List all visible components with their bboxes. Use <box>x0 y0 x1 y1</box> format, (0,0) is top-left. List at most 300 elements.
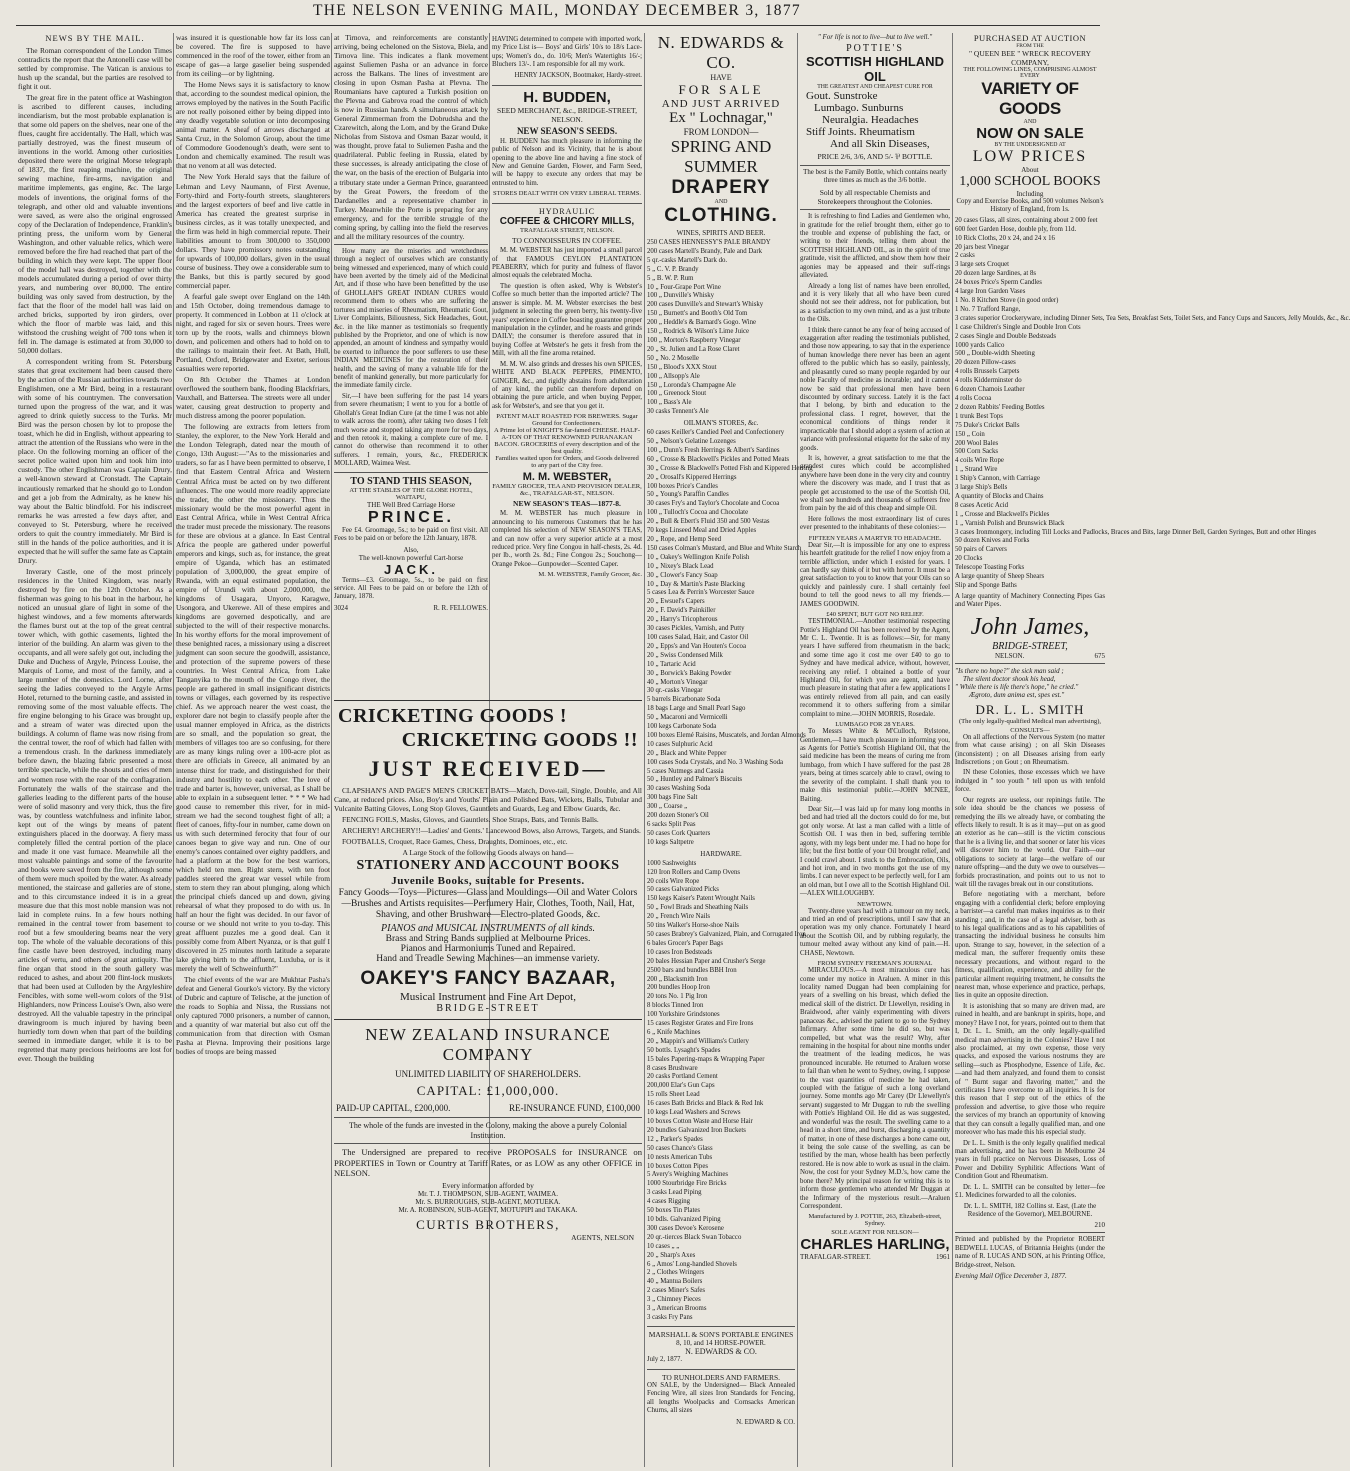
sole-agent: SOLE AGENT FOR NELSON— <box>831 1229 919 1237</box>
oilman-item: 10 „ Oakey's Wellington Knife Polish <box>647 553 750 561</box>
capital: CAPITAL: £1,000,000. <box>416 1082 560 1098</box>
following-lines: THE FOLLOWING LINES, COMPRISING ALMOST EVERY <box>963 67 1097 79</box>
horse-name: PRINCE. <box>368 508 454 526</box>
poem-line: "Is there no hope?" the sick man said ; <box>955 666 1064 675</box>
ad-number: 1961 <box>936 1253 950 1262</box>
column-rule <box>331 33 332 1467</box>
sub-agent: Mr. A. ROBINSON, SUB-AGENT, MOTUPIPI and TAKAKA. <box>398 1205 578 1214</box>
harling-row <box>800 1253 950 1261</box>
oilman-item: 10 „ Day & Martin's Paste Blacking <box>647 580 745 588</box>
edwards-has: HAVE <box>710 73 732 82</box>
copy-books: Copy and Exercise Books, and 500 volumes Nelson's History of England, from 1s. <box>956 198 1104 214</box>
auction-item: 4 rolls Cocoa <box>955 394 992 402</box>
oakey-address: BRIDGE-STREET <box>436 1002 540 1014</box>
oilman-item: 30 cases Washing Soda <box>647 785 711 793</box>
oilman-item: 30 cases Pickles, Varnish, and Putty <box>647 625 745 633</box>
stallion-advert <box>334 472 488 615</box>
signature: R. R. FELLOWES. <box>433 603 488 612</box>
auction-item: 4 rolls Brussels Carpets <box>955 368 1020 376</box>
oilman-heading: OILMAN'S STORES, &c. <box>683 419 759 428</box>
imprint-date: Evening Mail Office December 3, 1877. <box>955 1272 1067 1281</box>
auction-item: 1 case Children's Single and Double Iron Cots <box>955 323 1081 331</box>
auction-item: 150 „ Coin <box>955 430 985 438</box>
dr-smith-sub: (The only legally-qualified Medical man advertising), <box>958 717 1102 725</box>
oilman-item: 100 cases Salad, Hair, and Castor Oil <box>647 633 749 641</box>
fancy-goods: Fancy Goods—Toys—Pictures—Glass and Mouldings—Oil and Water Colors—Brushes and Artists requisites—Perfumery Hair, Clothes, Tooth, Nail, Hat, Shaving, and other Brushware—Electro-plated Goods, &c. <box>338 888 638 921</box>
sub-agent: Mr. S. BURROUGHS, SUB-AGENT, MOTUEKA. <box>415 1197 561 1206</box>
patent-malt: PATENT MALT ROASTED FOR BREWERS. Sugar Ground for Confectioners. <box>496 413 638 428</box>
sold-by: Sold by all respectable Chemists and Storekeepers throughout the Colonies. <box>817 187 933 206</box>
oilman-item: 50 „ Young's Paraffin Candles <box>647 491 729 499</box>
hardware-item: 50 „ Fowl Brads and Sheathing Nails <box>647 904 749 912</box>
auction-item: 20 dozen large Sardines, at 8s <box>955 270 1037 278</box>
oilman-item: 100 boxes Price's Candles <box>647 482 718 490</box>
auction-item: 20 cases Glass, all sizes, containing about 2 000 feet <box>955 216 1098 224</box>
wine-item: 20 „ St. Julien and La Rose Claret <box>647 345 740 353</box>
oilman-item: 200 dozen Stoner's Oil <box>647 812 709 820</box>
poem-line: Ægroto, dum anima est, spes est." <box>969 690 1065 699</box>
oilman-item: 300 bags Fine Salt <box>647 794 698 802</box>
wine-item: 30 casks Tennent's Ale <box>647 408 709 416</box>
smith-paragraph: Before negotiating with a merchant, before engaging with a confidential clerk; before employing a barrister—a careful man makes inquiries as to their standing ; and, in the case of a legal adviser, both as to his legal qualifications and as to his capabilities of transacting the individual business he consults him upon. Strange to say, however, in the selection of a medical man, the sufferer frequently omits these necessary precautions, and without regard to the fitness, qualification, experience, and ability for the particular ailment requiring treatment, he consults the nearest man, whose experience and practice, perhaps, lies in quite an opposite direction. <box>955 891 1105 1000</box>
news-paragraph: A correspondent writing from St. Petersburg states that great excitement had been caused there by the action of the Russian authorities towards two Englishmen, one a Mr Bird, being in a restaurant with some of his countrymen. The conversation turned upon the progress of the war, and it was agreed to drink quietly success to the Turks. Mr Bird was the person chosen by lot to propose the toast, which he did in English, without appearing to attract the attention of the Russians who were in the place. On the following morning an officer of the secret police waited upon him and took him into custody. The other Englishman was Captain Drury, a well-known steward at Cronstadt. The Captain incautiously remarked that he should go to London and get a job from the Admiralty, as he knew his way about the Baltic blindfold. For his indiscreet remarks he was arrested a few days after, and conveyed to St. Petersburg, where he received orders to quit the country immediately. Mr Bird is still in the hands of the police authorities, and it is expected that he will suffer the same fate as Captain Drury. <box>18 357 172 565</box>
ghollah-advert: How many are the miseries and wretchedness through a neglect of ourselves which are constantly being witnessed and experienced, many of which could have been averted by the timely aid of the Medicinal Art, and if those who have been benefitted by the use of GHOLLAH'S GREAT INDIAN CURES would recommend them to others who are suffering the tortures and miseries of Rheumatism, Rheumatic Gout, Liver Complaints, Biliousness, Sick Headaches, Gout, &c. in the like manner as testimonials so frequently published by the Proprietor, and one of which is now appended, an amount of kindness and sympathy would be exerted to influence the poor sufferers to use these INDIAN MEDICINES for the restoration of their health, and the saving of many a valuable life for the benefit of mankind generally, but more particularly for the immediate family circle. <box>334 247 488 390</box>
column-news-by-mail <box>18 33 172 1467</box>
just-arrived: AND JUST ARRIVED <box>661 98 781 110</box>
testimonial-heading: FROM SYDNEY FREEMAN'S JOURNAL <box>817 960 933 968</box>
news-paragraph: The great fire in the patent office at Washington is ascribed to different causes, including incendiarism, but the most probable explanation is that some old papers on the shelves, near one of the flues, caught fire accidentally. The Hall, which was partially destroyed, was the finest museum of inventions in the world. Among other curiosities deposited there were the original Morse telegraph of 1837, the first reaping machine, the original sewing machine, fire-arms, navigation and maritime implements, gas engine, &c. The large models of inventions, the original forms of the telegraph, and other old and valuable inventions were saved, as were also the original engrossed copy of the Declaration of Independence, Franklin's printing press, the uniform worn by General Washington, and other valuable relics, which were removed before the fire had reached that part of the building in which they were kept. The upper floor of the model hall was destroyed, together with the models accumulated during a period of over thirty years, and numbering over 80,000. The entire building was only saved from destruction, by the fact that the floor of the model hall was laid on arched bricks, supported by iron girders, over which the floor of marble was laid, and this withstood the crushing weight of 700 tons when it fell in. The damage is estimated at from 30,000 to 50,000 dollars. <box>18 93 172 356</box>
auction-item: 20 jars best Vinegar <box>955 243 1010 251</box>
dr-smith: DR. L. L. SMITH <box>975 701 1085 717</box>
auction-item: 20 dozen Pillow-cases <box>955 359 1016 367</box>
hardware-item: 15 bales Papering-maps & Wrapping Paper <box>647 1055 765 1063</box>
auction-item: 3 crates superior Crockeryware, including Dinner Sets, Tea Sets, Breakfast Sets, Toilet Sets, and Fancy Cups and Saucers, Jelly Moulds, &c., &c. <box>955 314 1350 322</box>
budden-advert <box>492 85 642 201</box>
hardware-item: 3 „ Chimney Pieces <box>647 1296 701 1304</box>
smith-paragraph: Our regrets are useless, our repinings futile. The sole idea should be the chances we possess of remedying the ills we already have, or combating the effects likely to result. It is as it may—put on as good an exterior as he can—still is the victim conscious that he is a living lie, and that sooner or later his vices will discover him to the world. Our Faith—our obligations to society at large—the welfare of our nature offspring—and the duty we owe to ourselves—forbids procrastination, and points out to us not to wait till the ravages break out in our constitutions. <box>955 796 1105 888</box>
hardware-item: 20 tons No. 1 Pig Iron <box>647 993 708 1001</box>
hardware-item: 6 „ Amos' Long-handled Shovels <box>647 1260 737 1268</box>
oilman-item: 60 „ Crosse & Blackwell's Pickles and Potted Meats <box>647 455 790 463</box>
auction-item: Slip and Sponge Baths <box>955 582 1017 589</box>
wine-item: 5 „ C. V. P. Brandy <box>647 265 699 273</box>
webster-subtitle: FAMILY GROCER, TEA AND PROVISION DEALER, &c., TRAFALGAR-ST., NELSON. <box>492 483 642 498</box>
auction-item: 1 „ Crosse and Blackwell's Pickles <box>955 510 1050 518</box>
testimonial: TESTIMONIAL.—Another testimonial respecting Pottie's Highland Oil has been received by the Agent, Mr C. L. Twentie. It is as follows:—Sir, for many years I have suffered from rheumatism in the back; and some time ago it cost me over £40 to go to Sydney and have medical advice, without, however, receiving any relief. I obtained a bottle of your Highland Oil, for which you are agent, and have much pleasure in stating that after a few applications I was entirely relieved from all pain, and can easily recommend it to others suffering from a similar complaint to mine.—JOHN MORRIS, Rosedale. <box>800 618 950 718</box>
hardware-item: 1000 Stourbridge Fire Bricks <box>647 1180 727 1188</box>
curtis-title: CURTIS BROTHERS, <box>416 1216 560 1232</box>
hardware-item: 50 tins Walker's Horse-shoe Nails <box>647 922 739 930</box>
ship-name: Ex " Lochnagar," <box>669 110 773 126</box>
hardware-item: 10 boxes Cotton Waste and Horse Hair <box>647 1118 753 1125</box>
news-paragraph: The Home News says it is satisfactory to know that, according to the soundest medical opinion, the arrows employed by the natives in the South Pacific are not really poisoned either by being dipped into any deadly vegetable solution or into decomposing animal matter. A sheaf of arrows discharged at Santa Cruz, in the Solomon Group, about the time of Commodore Goodenough's death, were sent to London and chemically examined. The result was that no venom at all was detected. <box>176 80 330 171</box>
oilman-item: 100 „ Dunn's Fresh Herrings & Albert's Sardines <box>647 446 780 454</box>
now-on-sale: NOW ON SALE <box>976 125 1084 142</box>
families: Families waited upon for Orders, and Goods delivered to any part of the City free. <box>495 455 639 470</box>
column-pottie-oil <box>800 33 950 1467</box>
variety-headline: VARIETY OF GOODS <box>981 79 1079 118</box>
family-bottle: The best is the Family Bottle, which contains nearly three times as much as the 3/6 bottle. <box>803 169 947 185</box>
wines-list <box>647 239 795 417</box>
hardware-item: 20 coils Wire Rope <box>647 877 700 885</box>
column-rule <box>797 33 798 1467</box>
hardware-item: 40 „ Mantua Boilers <box>647 1278 703 1286</box>
auction-item: 10 Rick Cloths, 20 x 24, and 24 x 16 <box>955 234 1055 242</box>
wine-item: 150 „ Rodrick & Wilson's Lime Juice <box>647 328 750 336</box>
wine-item: 5 „ B. W. P. Rum <box>647 274 694 282</box>
hardware-item: 120 Iron Rollers and Camp Ovens <box>647 868 741 876</box>
horse-name: JACK. <box>383 561 438 577</box>
hardware-item: 200,000 Elar's Gun Caps <box>647 1082 715 1090</box>
auction-item: 1 trunk Best Tops <box>955 412 1003 420</box>
connoisseurs-heading: TO CONNOISSEURS IN COFFEE. <box>512 236 622 246</box>
hardware-list <box>647 859 806 1323</box>
oilman-item: 30 „ Borwick's Baking Powder <box>647 669 732 677</box>
teas-text: M. M. WEBSTER has much pleasure in announcing to his numerous Customers that he has completed his selection of NEW SEASON'S TEAS, and can now offer a very superior article at a most reduced price. Very fine Congou in half-chests, 2s. 4d. per lb., worth 2s. 8d.; Fine Congou 2s.; Souchong—Orange Pekoe—Gunpowder—Scented Caper. <box>492 510 642 568</box>
juvenile-heading: Juvenile Books, suitable for Presents. <box>391 875 585 888</box>
wine-item: 200 „ Heddle's & Barnard's Gogo. Wine <box>647 319 757 327</box>
auction-item: 1 No. 7 Trafford Range, <box>955 305 1021 313</box>
pianos-tuned: Pianos and Harmoniums Tuned and Repaired. <box>400 943 576 954</box>
oilman-item: 10 „ Tartaric Acid <box>647 660 696 668</box>
column-rule <box>173 33 174 1467</box>
hardware-item: 50 cases Brabrey's Galvanized, Plain, and Corrugated Iron <box>647 930 806 938</box>
hardware-item: 20 bales Hessian Paper and Crusher's Serge <box>647 957 766 965</box>
wine-item: 250 CASES HENNESSY'S PALE BRANDY <box>647 239 771 246</box>
wine-item: 150 „ Burnett's and Booth's Old Tom <box>647 310 748 318</box>
curtis-subtitle: AGENTS, NELSON <box>571 1232 634 1242</box>
news-paragraph: On 8th October the Thames at London overflowed the southern bank, flooding Blackfriars, Vauxhall, and Battersea. The streets were all under water, causing great destruction to property and much distress among the poorer population. <box>176 375 330 421</box>
wine-item: 100 „ Bass's Ale <box>647 399 692 407</box>
webster-text: M. M. WEBSTER has just imported a small parcel of that FAMOUS CEYLON PLANTATION PEABERRY, which for purity and fulness of flavor almost equals the celebrated Mocha. <box>492 247 642 280</box>
hardware-item: 20 „ French Wire Nails <box>647 913 711 921</box>
testimonial-heading: NEWTOWN. <box>857 900 893 908</box>
hardware-item: 3 casks Lead Piping <box>647 1189 702 1197</box>
ailment: Lumbago. Sunburns <box>814 102 904 114</box>
news-paragraph: A fearful gale swept over England on the 14th and 15th October, doing tremendous damage to property. It commenced in Lobbon at 11 o'clock at night, and raged for six or seven hours. Trees were torn up by the roots, walls and chimneys blown down, and policemen and others had to hold on to the railings to maintain their feet. At Bath, Hull, Portland, Oxford, Bridgewater and Exeter, serious casualties were reported. <box>176 291 330 374</box>
auction-item: 500 „ Double-width Sheeting <box>955 350 1035 358</box>
auction-item: 3 large sets Croquet <box>955 261 1010 269</box>
hardware-item: 50 boxes Tin Plates <box>647 1207 701 1215</box>
hardware-item: 20 bundles Galvanized Iron Buckets <box>647 1126 746 1134</box>
and-label: AND <box>1023 119 1037 125</box>
hardware-item: 200 bundles Hoop Iron <box>647 984 710 992</box>
oilman-list <box>647 429 813 848</box>
boots-text: HAVING determined to compete with imported work, my Price List is— Boys' and Girls' 10/s to 18/s Lace-ups; Women's do., do. 10/6; Men's Watertights 16/-; Bluchers 13/-. I am responsible for all my work. <box>492 36 642 69</box>
oilman-item: 100 „ Tulloch's Cocoa and Chocolate <box>647 509 749 517</box>
divider <box>955 663 1105 664</box>
oilman-item: 150 cases Colman's Mustard, and Blue and White Starch <box>647 544 802 552</box>
oilman-item: 10 „ Nixey's Black Lead <box>647 562 714 570</box>
boots-advert <box>492 36 642 82</box>
harling-name: CHARLES HARLING, <box>800 1236 950 1254</box>
harling-address: TRAFALGAR-STREET. <box>800 1253 871 1262</box>
ailment: Neuralgia. Headaches <box>822 114 919 126</box>
machinery: A large quantity of Machinery Connecting Pipes Gas and Water Pipes. <box>955 592 1105 609</box>
cricket-advert <box>334 700 642 1014</box>
oilman-item: 40 „ Morton's Vinegar <box>647 678 708 686</box>
auction-item: A quantity of Blocks and Chains <box>955 492 1044 500</box>
webster-text: M. M. W. also grinds and dresses his own SPICES, WHITE AND BLACK PEPPERS, PIMENTO, GINGER, &c., and rigidly abstains from adulteration of any kind, the public can therefore depend on obtaining the pure article, and when buying Pepper, ask for Webster's, and see that you get it. <box>492 360 642 410</box>
scottish-oil-title: SCOTTISH HIGHLAND OIL <box>806 54 944 84</box>
testimonial: MIRACULOUS.—A most miraculous cure has come under my notice in Araluen. A miner in this locality named Duggan had been complaining for years of a swelling on his breast, which defied the medical skill of the district. Dr Llewellyn, residing in Braidwood, after vainly experimenting with divers panaceas &c., advised the patient to go to the Sydney Infirmary. After some time he did so, but was compelled, but what was the result? Why, after remaining in the hospital for about nine months under the treatment of the leading medicos, he was pronounced incurable. He returned to Araluen worse to fail than when he went to Sydney, owing, I suppose to the vast quantities of medicine he had taken, coupled with the fatigue of such a long overland journey. Some months ago Mr Carey (Dr Llewellyn's servant) suggested to Mr Duggan to rub the swelling with Pottie's Highland Oil. He did as was suggested, and wonderful was the result. The swelling came to a head in a short time, and burst, discharging a quantity of matter, in one of these discharges a bone came out, it being the sole cause of the swelling, as can be testified by the man, whose health has been perfectly restored. He is now able to work as usual in the claim. Now, the cost for your Sydney M.D.'s, how came the bone there? My principal reason for writing this is to inform those gentlemen who attended Mr Duggan at the Infirmary of the mysterious result.—Araluen Correspondent. <box>800 967 950 1210</box>
news-paragraph: was insured it is questionable how far its loss can be covered. The fire is supposed to have commenced in the roof of the tower, either from an escape of gas—a large gaselier being suspended from its ceiling—or by lightning. <box>176 33 330 79</box>
oilman-item: 5 cases Nutmegs and Cassia <box>647 767 724 775</box>
imprint: Printed and published by the Proprietor ROBERT BEDWELL LUCAS, of Britannia Heights (under the name of R. LUCAS AND SON, at his Printing Office, Bridge-street, Nelson. <box>955 1236 1105 1269</box>
by-undersigned: BY THE UNDERSIGNED AT <box>994 142 1066 148</box>
webster-text: The question is often asked, Why is Webster's Coffee so much better than the imported article? The answer is simple. M. M. Webster exercises the best judgment in selecting the green berry, his twenty-five years' experience in Coffee boasting guarantee proper manipulation in the cylinder, and he roasts and grinds DAILY; the consumer is therefore assured that in buying Coffee at Webster's he gets it fresh from the Mill, with all the fine aroma retained. <box>492 282 642 358</box>
farmers-heading: TO RUNHOLDERS AND FARMERS. <box>661 1372 781 1382</box>
smith-paragraph: Dr. L. L. SMITH can be consulted by letter—fee £1. Medicines forwarded to all the colonies. <box>955 1183 1105 1200</box>
clothing: CLOTHING. <box>664 205 778 226</box>
smith-paragraph: On all affections of the Nervous System (no matter from what cause arising) ; on all Skin Diseases (inconsistent) ; on all Diseases arising from early Indiscretions ; on Gout ; on Rheumatism. <box>955 733 1105 767</box>
signature: HENRY JACKSON, Bootmaker, Hardy-street. <box>514 71 642 79</box>
horse-terms: Fee £4. Groomage, 5s.; to be paid on first visit. All Fees to be paid on or before the 12th January, 1878. <box>334 526 488 543</box>
also-label: Also, <box>403 545 419 554</box>
wide-adverts <box>334 700 642 1467</box>
knight-cheese: A Prime lot of KNIGHT'S far-famed CHEESE. HALF-A-TON OF THAT RENOWNED PURANAKAN BACON. GROCERIES of every description and of the best quality. <box>493 427 641 456</box>
news-paragraph: at Tirnova, and reinforcements are constantly arriving, being echeloned on the Sistova, Biela, and Tirnova line. This indicates a flank movement against Suliemen Pasha or an advance in force across the Balkans. The lines of investment are closing in upon Osman Pasha at Plevna. The Roumanians have captured a Turkish position on the Plevna and Gabrova road the control of which is now in Russian hands. A simultaneous attack by General Zimmerman from the Dobrudsha and the Czarewitch, along the Lom, and by the Grand Duke Nicholas from Sistova and Osman Bazar would, it was thought, prove fatal to Suliemen Pasha and the quadrilateral. Public feeling in Russia, elated by these successes, is already anticipating the close of the war, on the basis of the erection of Bulgaria into a tributary state under a German Prince, guaranteed by the Great Powers, the freedom of the Dardanelles and a representative chamber in Turkey. Meanwhile the Porte is preparing for any emergency, and for the terrible struggle of the coming spring, by calling into the field the reserves and all the military resources of the country. <box>334 33 488 241</box>
consults-label: CONSULTS— <box>1010 726 1050 734</box>
james-city: NELSON. <box>995 651 1025 660</box>
insurance-advert <box>334 1019 642 1242</box>
wine-item: 200 cases Dunville's and Stewart's Whisky <box>647 301 764 309</box>
edwards-title: N. EDWARDS & CO. <box>657 33 785 72</box>
oilman-item: 20 „ Rope, and Hemp Seed <box>647 536 721 543</box>
auction-item: 500 Corn Sacks <box>955 448 999 456</box>
oilman-item: 50 „ Nelson's Gelatine Lozenges <box>647 438 736 446</box>
divider <box>334 1117 642 1118</box>
auction-item: 2 cases Single and Double Bedsteads <box>955 332 1056 340</box>
oilman-item: 5 cases Lea & Perrin's Worcester Sauce <box>647 589 755 597</box>
hardware-item: 8 cases Brushware <box>647 1064 698 1072</box>
oilman-item: 20 „ Bull & Ebert's Fluid 350 and 500 Vestas <box>647 518 770 526</box>
farmers-text: ON SALE, by the Undersigned— Black Annealed Fencing Wire, all sizes Iron Standards for Fencing, all lengths Woolpacks and Cornsacks American Churns, all sizes <box>647 1381 795 1415</box>
budden-terms: STORES DEALT WITH ON VERY LIBERAL TERMS. <box>492 190 641 198</box>
wine-item: 150 „ Blood's XXX Stout <box>647 363 717 371</box>
oilman-item: 300 „ Coarse „ <box>647 803 688 811</box>
oilman-item: 50 cases Cork Quarters <box>647 829 711 837</box>
hardware-item: 1000 Sashweights <box>647 859 697 867</box>
hardware-item: 10 nests American Tubs <box>647 1153 713 1161</box>
ailment: Stiff Joints. Rheumatism <box>806 126 915 138</box>
pottie-paragraph: It is, however, a great satisfaction to me that the grandest cures which could be accomplished anywhere have been done in the very city and country where the discovery was made, and I trust that as people get accustomed to the use of the Scottish Oil, we shall see hundreds and thousands of sufferers free from pain by the aid of this cheap and simple Oil. <box>800 454 950 513</box>
testimonial: Sir,—I have been suffering for the past 14 years from severe rheumatism; I went to you for a bottle of Ghollah's Great Indian Cure (at the time I was not able to walk across the room), after taking two doses I felt much worse and stopped taking any more for two days, and then retook it, making a complete cure of me. I cannot do otherwise than recommend it to other sufferers. I remain, yours, &c., FREDERICK MOLLARD, Waimea West. <box>334 392 488 468</box>
oilman-item: 30 qr.-casks Vinegar <box>647 687 703 695</box>
news-paragraph: The New York Herald says that the failure of Lehman and Levy Naumann, of First Avenue, Forty-third and Forty-fourth streets, slaughterers and the largest exporters of beef and live cattle in America has created the greatest surprise in business circles, as it was totally unexpected, and the firm was held in high commercial repute. Their liabilities amount to from 300,000 to 350,000 dollars. They have promissory notes outstanding for upwards of 100,000 dollars, given in the usual course of business. They owe a considerable sum to the Banks, but this is partly secured by good commercial paper. <box>176 172 330 290</box>
budden-text: H. BUDDEN has much pleasure in informing the public of Nelson and its Vicinity, that he is about opening to the above line and having a fine stock of New and Genuine Garden, Flower, and Farm Seed, will be happy to execute any orders that may be entrusted to him. <box>492 137 642 187</box>
drapery: DRAPERY <box>671 177 771 198</box>
wines-heading: WINES, SPIRITS AND BEER. <box>676 229 766 237</box>
capital-row <box>336 1103 640 1113</box>
auction-item: 4 coils Wire Rope <box>955 457 1004 465</box>
testimonial: To Messrs White & M'Culloch, Rylstone, Gentlemen,—I have much pleasure in informing you, as Agents for Pottie's Scottish Highland Oil, that the said medicine has been the means of curing me from lumbago, from which I have suffered for the past 28 years, being at times scarcely able to crawl, owing to the severity of the complaint. I shall thank you to make this testimonial public.—JOHN MCNEE, Baiting. <box>800 728 950 803</box>
news-paragraph: The chief events of the war are Mukhtar Pasha's defeat and General Gourko's victory. By the victory of Dubric and capture of Telische, at the junction of the roads to Sophia and Nissa, the Russians not only captured 7000 prisoners, a number of cannon, and a quantity of war material but also cut off the communication from that direction with Osman Pasha at Plevna. Improving their positions large bodies of troops are being massed <box>176 975 330 1057</box>
auction-item: 20 Clocks <box>955 555 983 563</box>
pottie-paragraph: Already a long list of names have been enrolled, and it is very likely that all who have been cured should not see their address, not for publication, but as a satisfaction to my own mind, and as a just tribute to the Oils. <box>800 282 950 324</box>
testimonial-heading: £40 SPENT, BUT GOT NO RELIEF. <box>826 611 924 619</box>
bats-text: CLAPSHAN'S AND PAGE'S MEN'S CRICKET BATS—Match, Dove-tail, Single, Double, and All Cane, at reduced prices. Also, Boy's and Youths' Plain and Polished Bats, Wickets, Balls, Tubular and Vulcanite Batting Gloves, Long Stop Gloves, Gauntlets and Guards, Leg and Elbow Guards, &c. <box>334 786 642 814</box>
football-text: FOOTBALLS, Croquet, Race Games, Chess, Draughts, Dominoes, etc., etc. <box>342 837 568 847</box>
hardware-item: 15 cases Register Grates and Fire Irons <box>647 1020 754 1028</box>
column-rule <box>952 33 953 1467</box>
auction-item: 1 No. 8 Kitchen Stove (in good order) <box>955 297 1059 304</box>
news-paragraph: The Roman correspondent of the London Times contradicts the report that the Antonelli case will be settled by compromise. The Vatican is anxious to hush up the scandal, but the parties are resolved to fight it out. <box>18 46 172 92</box>
smith-paragraph: Dr L. L. Smith is the only legally qualified medical man advertising, and he has been in Melbourne 24 years in full practice on Nervous Diseases, Loss of Power and Debility Syphilitic Affections Want of Condition Gout and Rheumatism. <box>955 1139 1105 1181</box>
john-james: John James, <box>970 613 1090 640</box>
ailment: And all Skin Diseases, <box>830 138 930 150</box>
from-london: FROM LONDON— <box>683 127 759 137</box>
column-war-news <box>334 33 488 713</box>
horse-intro: THE Well Bred Carriage Horse <box>367 500 455 509</box>
hardware-item: 50 cases Chance's Glass <box>647 1144 713 1152</box>
oilman-item: 10 cases Sulphuric Acid <box>647 740 713 748</box>
oilman-item: 20 „ F. David's Painkiller <box>647 607 716 615</box>
hardware-item: 20 „ Sharp's Axes <box>647 1251 696 1259</box>
for-sale: FOR SALE <box>678 82 764 97</box>
oilman-item: 100 kegs Carbonate Soda <box>647 723 717 731</box>
auction-item: 8 cases Acetic Acid <box>955 501 1009 509</box>
testimonial-heading: LUMBAGO FOR 28 YEARS. <box>835 721 915 729</box>
auction-item: 1000 yards Calico <box>955 341 1005 349</box>
purchased-auction: PURCHASED AT AUCTION <box>973 33 1087 43</box>
divider <box>334 1143 642 1144</box>
auction-item: 4 rolls Kidderminster do <box>955 377 1022 385</box>
just-received: JUST RECEIVED— <box>368 756 608 781</box>
ailment: Gout. Sunstroke <box>806 90 878 102</box>
auction-item: 6 dozen Chamois Leather <box>955 386 1025 394</box>
hardware-item: 8 blocks Tinned Iron <box>647 1002 704 1010</box>
oilman-item: 50 „ Huntley and Palmer's Biscuits <box>647 776 743 784</box>
hardware-item: 10 boxes Cotton Pipes <box>647 1162 708 1170</box>
column-news-continued <box>176 33 330 1467</box>
wine-item: 100 „ Dunville's Whisky <box>647 292 714 300</box>
masthead: THE NELSON EVENING MAIL, MONDAY DECEMBER 3, 1877 <box>313 2 801 19</box>
marshall-sub: 8, 10, and 14 HORSE-POWER. <box>676 1338 766 1347</box>
hardware-heading: HARDWARE. <box>700 849 742 858</box>
pottie-paragraph: It is refreshing to find Ladies and Gentlemen who, in gratitude for the relief brought them, either go to the trouble and expense of publishing the fact, or writing to their friends, telling them about the SCOTTISH HIGHLAND OIL, as in the spirit of true gratitude, visit the afflicted, and show them how their agonies may be appeased and their suff-rings alleviated. <box>800 213 950 280</box>
stand-subtitle: AT THE STABLES OF THE GLOBE HOTEL, WAITAPU, <box>349 486 473 501</box>
hardware-item: 10 kegs Lead Washers and Screws <box>647 1109 741 1117</box>
oakey-title: OAKEY'S FANCY BAZAAR, <box>360 967 616 989</box>
oilman-item: 6 sacks Split Peas <box>647 821 696 828</box>
horse-terms: Terms—£3. Groomage, 5s., to be paid on first service. All Fees to be paid on or before the 12th of January, 1878. <box>334 576 488 601</box>
wine-item: 100 „ Allsopp's Ale <box>647 372 700 380</box>
testimonial-heading: FIFTEEN YEARS A MARTYR TO HEADACHE. <box>808 534 942 542</box>
marshall-engines: MARSHALL & SON'S PORTABLE ENGINES <box>648 1329 794 1339</box>
divider <box>800 165 950 166</box>
hardware-item: 16 cases Bath Bricks and Black & Red Ink <box>647 1100 764 1108</box>
hardware-item: 200 „ Blacksmith Iron <box>647 975 708 983</box>
funds-text: The whole of the funds are invested in the Colony, making the above a purely Colonial Institution. <box>348 1120 628 1140</box>
hardware-item: 6 „ Knife Machines <box>647 1028 701 1036</box>
archery-text: ARCHERY! ARCHERY!!—Ladies' and Gents.' Lancewood Bows, also Arrows, Targets, and Stands. <box>342 826 641 836</box>
wine-item: 5 qr.-casks Martell's Dark do. <box>647 256 728 264</box>
unlimited-liability: UNLIMITED LIABILITY OF SHAREHOLDERS. <box>395 1068 581 1079</box>
auction-item: Telescope Toasting Forks <box>955 564 1025 572</box>
ad-number: 3024 <box>334 603 348 612</box>
stationery-heading: STATIONERY AND ACCOUNT BOOKS <box>356 858 620 874</box>
auction-item: 2 casks <box>955 252 975 260</box>
wine-item: 150 „ Loronda's Champagne Ale <box>647 381 736 389</box>
hardware-item: 150 kegs Kaiser's Patent Wrought Nails <box>647 895 755 903</box>
column-adverts <box>492 33 642 713</box>
testimonial: Dear Sir,—It is impossible for any one to express his heartfelt gratitude for the relief I now enjoy from a terrible affliction, under which I existed for years. I can hardly say think of it but with horror. It must be a great satisfaction to you to know that your Oils can so quickly and painlessly cure. I shall certainly feel bound to tell the good news to all my friends.—JAMES GOODWIN. <box>800 541 950 608</box>
including-label: Including <box>1016 190 1044 198</box>
engines-advert <box>647 1326 795 1366</box>
cricket-headline: CRICKETING GOODS ! <box>338 705 568 727</box>
greatest-cure: THE GREATEST AND CHEAPEST CURE FOR <box>817 84 933 90</box>
auction-item: 1 „ Strand Wire <box>955 466 998 474</box>
wine-item: 10 „ Four-Grape Port Wine <box>647 283 721 291</box>
hardware-item: 3 „ American Brooms <box>647 1305 707 1313</box>
masthead-rule <box>16 25 1100 26</box>
oilman-item: 50 „ Macaroni and Vermicelli <box>647 714 728 722</box>
and-label: AND <box>714 199 728 205</box>
spring-summer: SPRING AND SUMMER <box>670 137 772 176</box>
from-the: FROM THE <box>1016 43 1044 49</box>
stand-title: TO STAND THIS SEASON, <box>350 475 472 487</box>
hardware-item: 50 cases Galvanized Picks <box>647 886 719 894</box>
insurance-text: The Undersigned are prepared to receive PROPOSALS for INSURANCE on PROPERTIES in Town or Country at Tariff Rates, or as LOW as any other OFFICE in NELSON. <box>334 1147 642 1179</box>
oilman-item: 20 „ Epps's and Van Houten's Cocoa <box>647 642 746 650</box>
horse-sign-row <box>334 604 488 612</box>
auction-list <box>955 216 1350 591</box>
insurance-title: NEW ZEALAND INSURANCE COMPANY <box>365 1024 611 1064</box>
webster-title: M. M. WEBSTER, <box>522 471 612 484</box>
hardware-item: 2 „ Clothes Wringers <box>647 1269 705 1277</box>
divider <box>334 244 488 245</box>
signature: N. EDWARD & CO. <box>736 1417 795 1426</box>
testimonial: Twenty-three years had with a tumour on my neck, and tried an end of prescriptions, until I saw that an operation was my only chance. Fortunately I heard about the Scottish Oil, and by rubbing regularly, the tumour melted away without any kind of pain.—H. CHASE, Newtown. <box>800 907 950 957</box>
auction-item: 50 pairs of Carvers <box>955 546 1007 554</box>
signature: M. M. WEBSTER, Family Grocer, &c. <box>538 571 642 579</box>
hardware-item: 12 „ Parker's Spades <box>647 1135 703 1143</box>
wine-item: 100 „ Greenock Stout <box>647 390 707 398</box>
auction-item: 3 large Ship's Bells <box>955 484 1008 492</box>
wine-item: 100 „ Morton's Raspberry Vinegar <box>647 336 741 344</box>
oilman-item: 5 barrels Bicarbonate Soda <box>647 696 721 704</box>
cricket-headline: CRICKETING GOODS !! <box>401 729 638 751</box>
agents-intro: Every information afforded by <box>442 1180 534 1190</box>
coffee-address: TRAFALGAR STREET, NELSON. <box>519 227 614 235</box>
fencing-text: FENCING FOILS, Masks, Gloves, and Gauntlets. Shoe Straps, Bats, and Tennis Balls. <box>342 815 599 825</box>
manufacturer: Manufactured by J. POTTIE, 263, Elizabeth-street, Sydney. <box>808 1213 942 1228</box>
hydraulic-label: HYDRAULIC <box>538 207 596 217</box>
paid-up-capital: PAID-UP CAPITAL, £200,000. <box>336 1102 451 1113</box>
oilman-item: 20 „ Swiss Condensed Milk <box>647 651 723 659</box>
hardware-item: 3 casks Fry Pans <box>647 1313 693 1321</box>
auction-item: 4 large Iron Garden Vases <box>955 288 1026 296</box>
auction-item: 1 Ship's Cannon, with Carriage <box>955 475 1040 483</box>
hardware-item: 10 cases „ „ <box>647 1242 680 1250</box>
news-paragraph: The following are extracts from letters from Stanley, the explorer, to the New York Herald and the London Telegraph, dated near the mouth of Congo, 13th August:—"As to the missionaries and traders, so far as I have been permitted to observe, I find that Eastern Central Africa and Western Central Africa must be acted on by two different influences. The one would more readily appreciate the trader, the other the missionary. Thus the missionary would be the most powerful agent in East Central Africa, while in West Central Africa the trader must precede the missionary. The reasons for these are obvious at a glance. In East Central Africa the people are gathered under powerful emperors and kings, such as, for instance, the great empire of Uganda, which has an estimated population of 3,000,000, the great empire of Rwanda, with an equal estimated population, the empire of Urundi with about 2,000,000, the kingdoms of Usagara, Unyoro, Karagwe, Usongora, and Ukerewe. All of these empires and kingdoms are governed despotically, and are subjected to the will of their respective monarchs. In his worthy efforts for the moral improvement of these benighted races, a missionary using a discreet judgment can soon secure the goodwill, assistance, and protection of the supreme powers of these countries. In West Central Africa, from Lake Tanganyika to the mouth of the Congo river, the people are gathered in small insignificant districts towns or villages, each governed by its respective chief. As we approach nearer the west coast, the explorer dare not begin to classify people after the usual manner employed in Africa, as the districts are so small, and the population so great, the members of villages too are so confusing, for there are as many kings ruling over a 100-acre plot as there are officials in Greece, all animated by an intense thirst for trade, and distinguished for their industry and hostility to each other. The love of trade and barter is, however, universal, as I shall be able to explain in a subsequent letter. * * * We had good cause to remember this river, for in mid-stream we had the second toughest fight of all; a fleet of canoes, fifty-four in number, came down on us with such determined ferocity that four of our canoes began to give way and run. One of our enemy's canoes contained over eighty paddlers, and had a platform at the bow for the best warriors, which held ten men. Right stern, with ten foot paddles steered the great war vessel while from stem to stern they ran about plunging, along which the principal chiefs danced up and down, giving rehearsal of what they proposed to do with us. In half an hour the fight was decided. In our favor of course or we should not write to you to-day. This great affluent puzzles me a good deal. Can it possibly come from Albert Nyanza, or is that gulf I discovered in 25 minutes north latitude a separate lake giving birth to the affluent, Luxluba, or is it merely the well of Schweinfurth?" <box>176 422 330 974</box>
hardware-item: 4 cases Rigging <box>647 1198 691 1206</box>
sub-agent: Mr. T. J. THOMPSON, SUB-AGENT, WAIMEA. <box>418 1189 558 1198</box>
hardware-item: 10 bdls. Galvanized Piping <box>647 1215 721 1223</box>
pottie-paragraph: I think there cannot be any fear of being accused of exaggeration after reading the testimonials published, and those now appearing, to say that in the experience of human knowledge there never has been an agent offered to the public which has so easily, painlessly, and pleasantly cured so many people regarded by our noble Faculty of medicine as incurable; and it cannot now be said that professional men have been discounted by ordinary success. Lately it is the fact that I belong, by birth and education to the professional class. I regret, however, that the economical conditions of things render it impracticable that I should adopt a system of action at variance with professional etiquette for the sake of my goods. <box>800 326 951 452</box>
wine-item: 200 cases Martell's Brandy, Pale and Dark <box>647 247 762 255</box>
ad-number: 675 <box>1094 651 1105 660</box>
school-books: 1,000 SCHOOL BOOKS <box>959 174 1101 189</box>
farmers-advert <box>647 1369 795 1429</box>
hardware-item: 300 cases Devoe's Kerosene <box>647 1224 724 1232</box>
teas-heading: NEW SEASON'S TEAS—1877-8. <box>513 499 621 509</box>
column-rule <box>644 33 645 1467</box>
ad-number: 210 <box>1094 1221 1105 1230</box>
oilman-item: 20 „ Black and White Pepper <box>647 749 727 757</box>
low-prices: LOW PRICES <box>972 148 1088 165</box>
